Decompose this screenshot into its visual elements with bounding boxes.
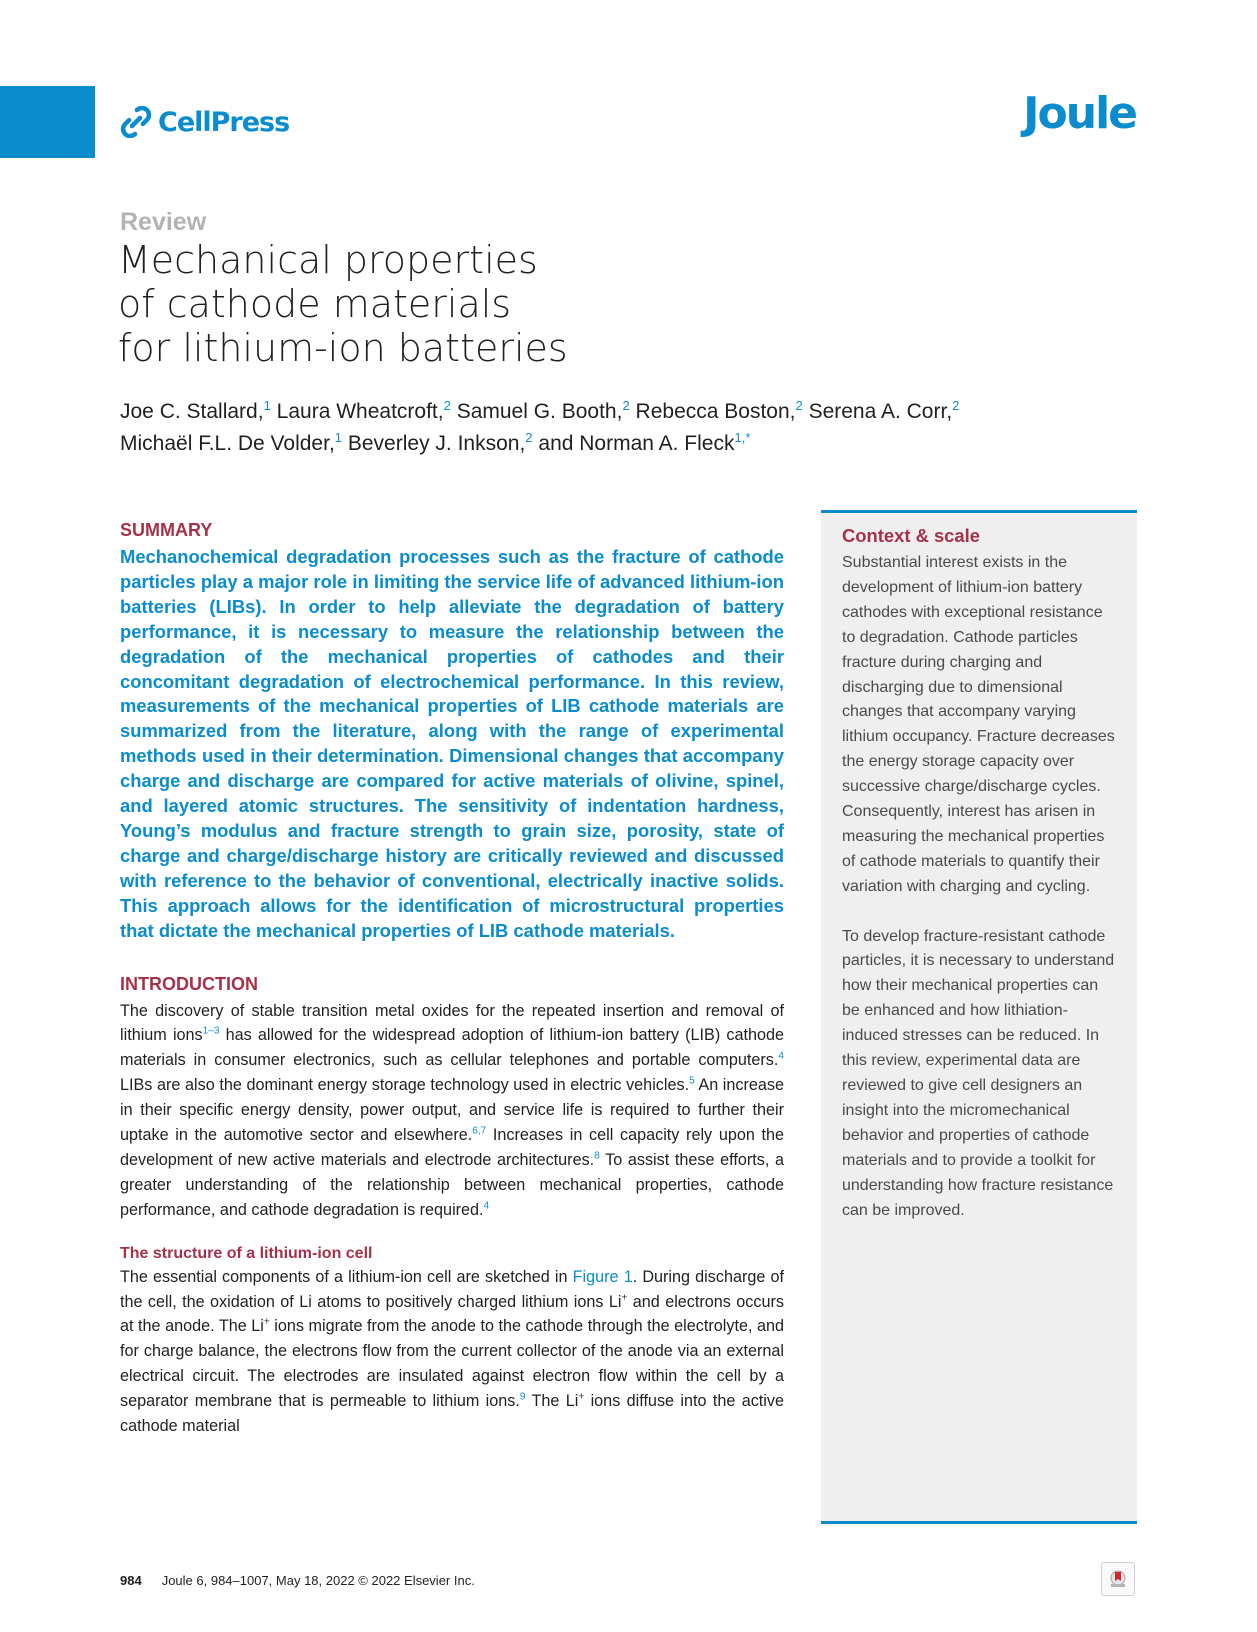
citation-reference[interactable]: 4 xyxy=(483,1200,490,1212)
text-run: The Li xyxy=(525,1392,579,1411)
text-run: An increase in their specific energy density, power output, and service life is required to further their uptake in the automotive sector and elsewhere. xyxy=(120,1076,784,1145)
affiliation-marker[interactable]: 2 xyxy=(622,398,630,413)
author-name[interactable]: and Norman A. Fleck xyxy=(538,432,735,455)
cell-structure-paragraph xyxy=(120,1265,784,1439)
author-name[interactable]: Michaël F.L. De Volder, xyxy=(120,432,335,455)
check-for-updates-icon xyxy=(1108,1569,1128,1589)
affiliation-marker[interactable]: 2 xyxy=(443,398,451,413)
citation-line: Joule 6, 984–1007, May 18, 2022 © 2022 Elsevier Inc. xyxy=(161,1573,475,1588)
affiliation-marker[interactable]: 1 xyxy=(263,398,271,413)
cellpress-logo[interactable] xyxy=(120,104,289,140)
check-for-updates-icon[interactable] xyxy=(1101,1562,1135,1596)
text-run: . During discharge of the cell, the oxidation of Li atoms to positively charged lithium ions Li xyxy=(120,1267,784,1311)
ion-charge-superscript: + xyxy=(578,1391,585,1403)
context-paragraph: To develop fracture-resistant cathode particles, it is necessary to understand how their mechanical properties can be enhanced and how lithiation-induced stresses can be reduced. In this review, experimental data are reviewed to give cell designers an insight into the micromechanical behavior and properties of cathode materials and to provide a toolkit for understanding how fracture resistance can be improved. xyxy=(842,927,1115,1219)
main-column xyxy=(120,520,784,1439)
figure-link[interactable]: Figure 1 xyxy=(572,1267,633,1286)
affiliation-marker[interactable]: 2 xyxy=(795,398,803,413)
section-subheading: The structure of a lithium-ion cell xyxy=(120,1244,373,1262)
text-run: The discovery of stable transition metal oxides for the repeated insertion and removal of lithium ions xyxy=(120,1001,784,1045)
author-list xyxy=(120,396,1080,460)
context-heading: Context & scale xyxy=(842,525,980,546)
publisher-name: CellPress xyxy=(158,106,290,138)
citation-reference[interactable]: 1–3 xyxy=(202,1026,220,1038)
ion-charge-superscript: + xyxy=(621,1292,628,1304)
text-run: has allowed for the widespread adoption of lithium-ion battery (LIB) cathode materials in consumer electronics, such as cellular telephones and portable computers. xyxy=(120,1026,784,1070)
ion-charge-superscript: + xyxy=(263,1317,270,1329)
text-run: ions diffuse into the active cathode material xyxy=(120,1392,784,1436)
introduction-paragraph xyxy=(120,999,784,1223)
affiliation-marker[interactable]: 2 xyxy=(952,398,960,413)
title-line: of cathode materials xyxy=(118,282,512,326)
text-run: The essential components of a lithium-ion cell are sketched in xyxy=(120,1267,573,1286)
author-name[interactable]: Beverley J. Inkson, xyxy=(347,432,526,455)
article-type: Review xyxy=(120,208,207,236)
affiliation-marker[interactable]: 1 xyxy=(334,430,343,445)
summary-paragraph: Mechanochemical degradation processes such as the fracture of cathode particles play a major role in limiting the service life of advanced lithium-ion batteries (LIBs). In order to help alleviate the degradation of battery performance, it is necessary to measure the relationship between the degradation of the mechanical properties of cathodes and their concomitant degradation of electrochemical performance. In this review, measurements of the mechanical properties of LIB cathode materials are summarized from the literature, along with the range of experimental methods used in their determination. Dimensional changes that accompany charge and discharge are compared for active materials of olivine, spinel, and layered atomic structures. The sensitivity of indentation hardness, Young’s modulus and fracture strength to grain size, porosity, state of charge and charge/discharge history are critically reviewed and discussed with reference to the behavior of conventional, electrically inactive solids. This approach allows for the identification of microstructural properties that dictate the mechanical properties of LIB cathode materials. xyxy=(120,546,784,941)
author-line xyxy=(120,396,1080,428)
author-name[interactable]: Samuel G. Booth, xyxy=(456,400,623,423)
text-run: ions migrate from the anode to the cathode through the electrolyte, and for charge balance, the electrons flow from the current collector of the anode via an external electrical circuit. The electrodes are insulated against electron flow within the cell by a separator membrane that is permeable to lithium ions. xyxy=(120,1317,784,1411)
citation-reference[interactable]: 9 xyxy=(519,1391,526,1403)
title-line: for lithium-ion batteries xyxy=(118,326,568,370)
cellpress-logo-icon xyxy=(120,106,152,138)
context-paragraph: Substantial interest exists in the development of lithium-ion battery cathodes with exceptional resistance to degradation. Cathode particles fracture during charging and discharging due to dimensional changes that accompany varying lithium occupancy. Fracture decreases the energy storage capacity over successive charge/discharge cycles. Consequently, interest has arisen in measuring the mechanical properties of cathode materials to quantify their variation with charging and cycling. xyxy=(842,554,1115,895)
text-run: To assist these efforts, a greater understanding of the relationship between mechanical properties, cathode performance, and cathode degradation is required. xyxy=(120,1150,784,1219)
citation-reference[interactable]: 8 xyxy=(594,1150,600,1162)
context-and-scale-box xyxy=(821,510,1137,1524)
text-run: and electrons occurs at the anode. The Li xyxy=(120,1292,784,1336)
text-run: Increases in cell capacity rely upon the development of new active materials and electrode architectures. xyxy=(120,1126,785,1169)
author-name[interactable]: Rebecca Boston, xyxy=(635,400,796,423)
author-name[interactable]: Joe C. Stallard, xyxy=(120,400,264,423)
author-name[interactable]: Laura Wheatcroft, xyxy=(276,400,444,423)
citation-reference[interactable]: 4 xyxy=(778,1050,784,1062)
affiliation-marker[interactable]: 1,* xyxy=(734,430,751,445)
author-line xyxy=(120,428,1080,460)
journal-logo[interactable]: Joule xyxy=(1023,88,1136,139)
text-run: LIBs are also the dominant energy storage technology used in electric vehicles. xyxy=(120,1076,690,1095)
citation-reference[interactable]: 5 xyxy=(689,1075,695,1087)
summary-heading: SUMMARY xyxy=(120,520,213,540)
affiliation-marker[interactable]: 2 xyxy=(525,430,533,445)
introduction-heading: INTRODUCTION xyxy=(120,973,258,994)
title-line: Mechanical properties xyxy=(118,238,538,282)
citation-reference[interactable]: 6,7 xyxy=(472,1125,487,1137)
header-color-tab xyxy=(0,86,95,158)
page-number: 984 xyxy=(120,1573,142,1588)
page-footer xyxy=(120,1573,475,1588)
article-title xyxy=(118,238,678,370)
author-name[interactable]: Serena A. Corr, xyxy=(808,400,953,423)
